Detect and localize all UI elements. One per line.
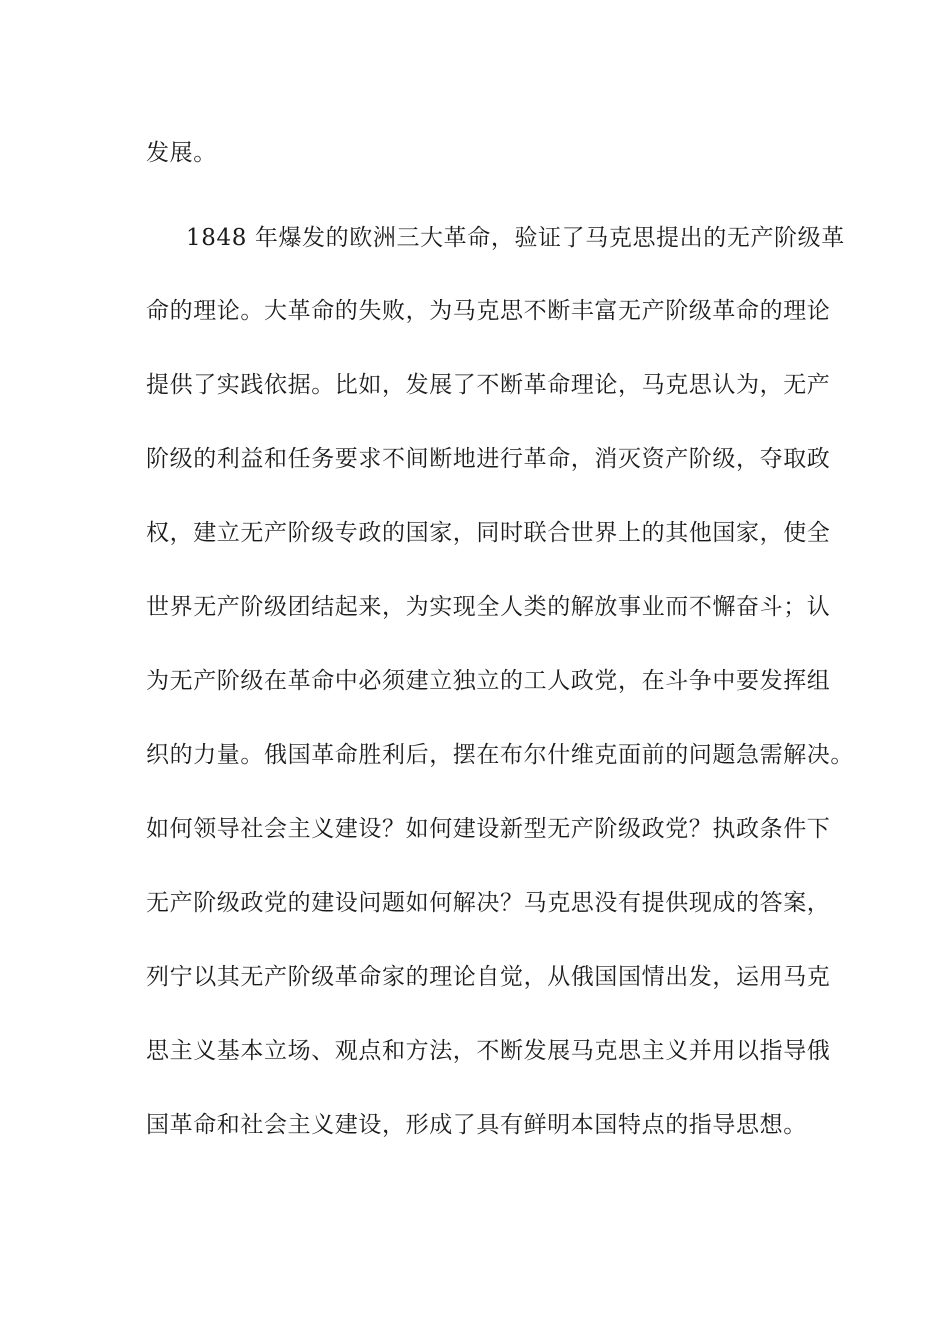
paragraph-first-line: 1848 年爆发的欧洲三大革命，验证了马克思提出的无产阶级革 [186,225,845,251]
text-line: 如何领导社会主义建设？如何建设新型无产阶级政党？执政条件下 [146,816,831,842]
text-line: 无产阶级政党的建设问题如何解决？马克思没有提供现成的答案， [146,890,831,916]
text-line: 权，建立无产阶级专政的国家，同时联合世界上的其他国家，使全 [146,520,831,546]
text-line: 织的力量。俄国革命胜利后，摆在布尔什维克面前的问题急需解决。 [146,742,854,768]
text-line: 思主义基本立场、观点和方法，不断发展马克思主义并用以指导俄 [146,1038,831,1064]
text-line: 命的理论。大革命的失败，为马克思不断丰富无产阶级革命的理论 [146,298,831,324]
text-line: 阶级的利益和任务要求不间断地进行革命，消灭资产阶级，夺取政 [146,446,831,472]
text-line: 世界无产阶级团结起来，为实现全人类的解放事业而不懈奋斗；认 [146,594,831,620]
text-line: 为无产阶级在革命中必须建立独立的工人政党，在斗争中要发挥组 [146,668,831,694]
text-line: 国革命和社会主义建设，形成了具有鲜明本国特点的指导思想。 [146,1112,807,1138]
text-line: 列宁以其无产阶级革命家的理论自觉，从俄国国情出发，运用马克 [146,964,831,990]
text-line: 发展。 [146,140,217,166]
text-line: 提供了实践依据。比如，发展了不断革命理论，马克思认为，无产 [146,372,831,398]
